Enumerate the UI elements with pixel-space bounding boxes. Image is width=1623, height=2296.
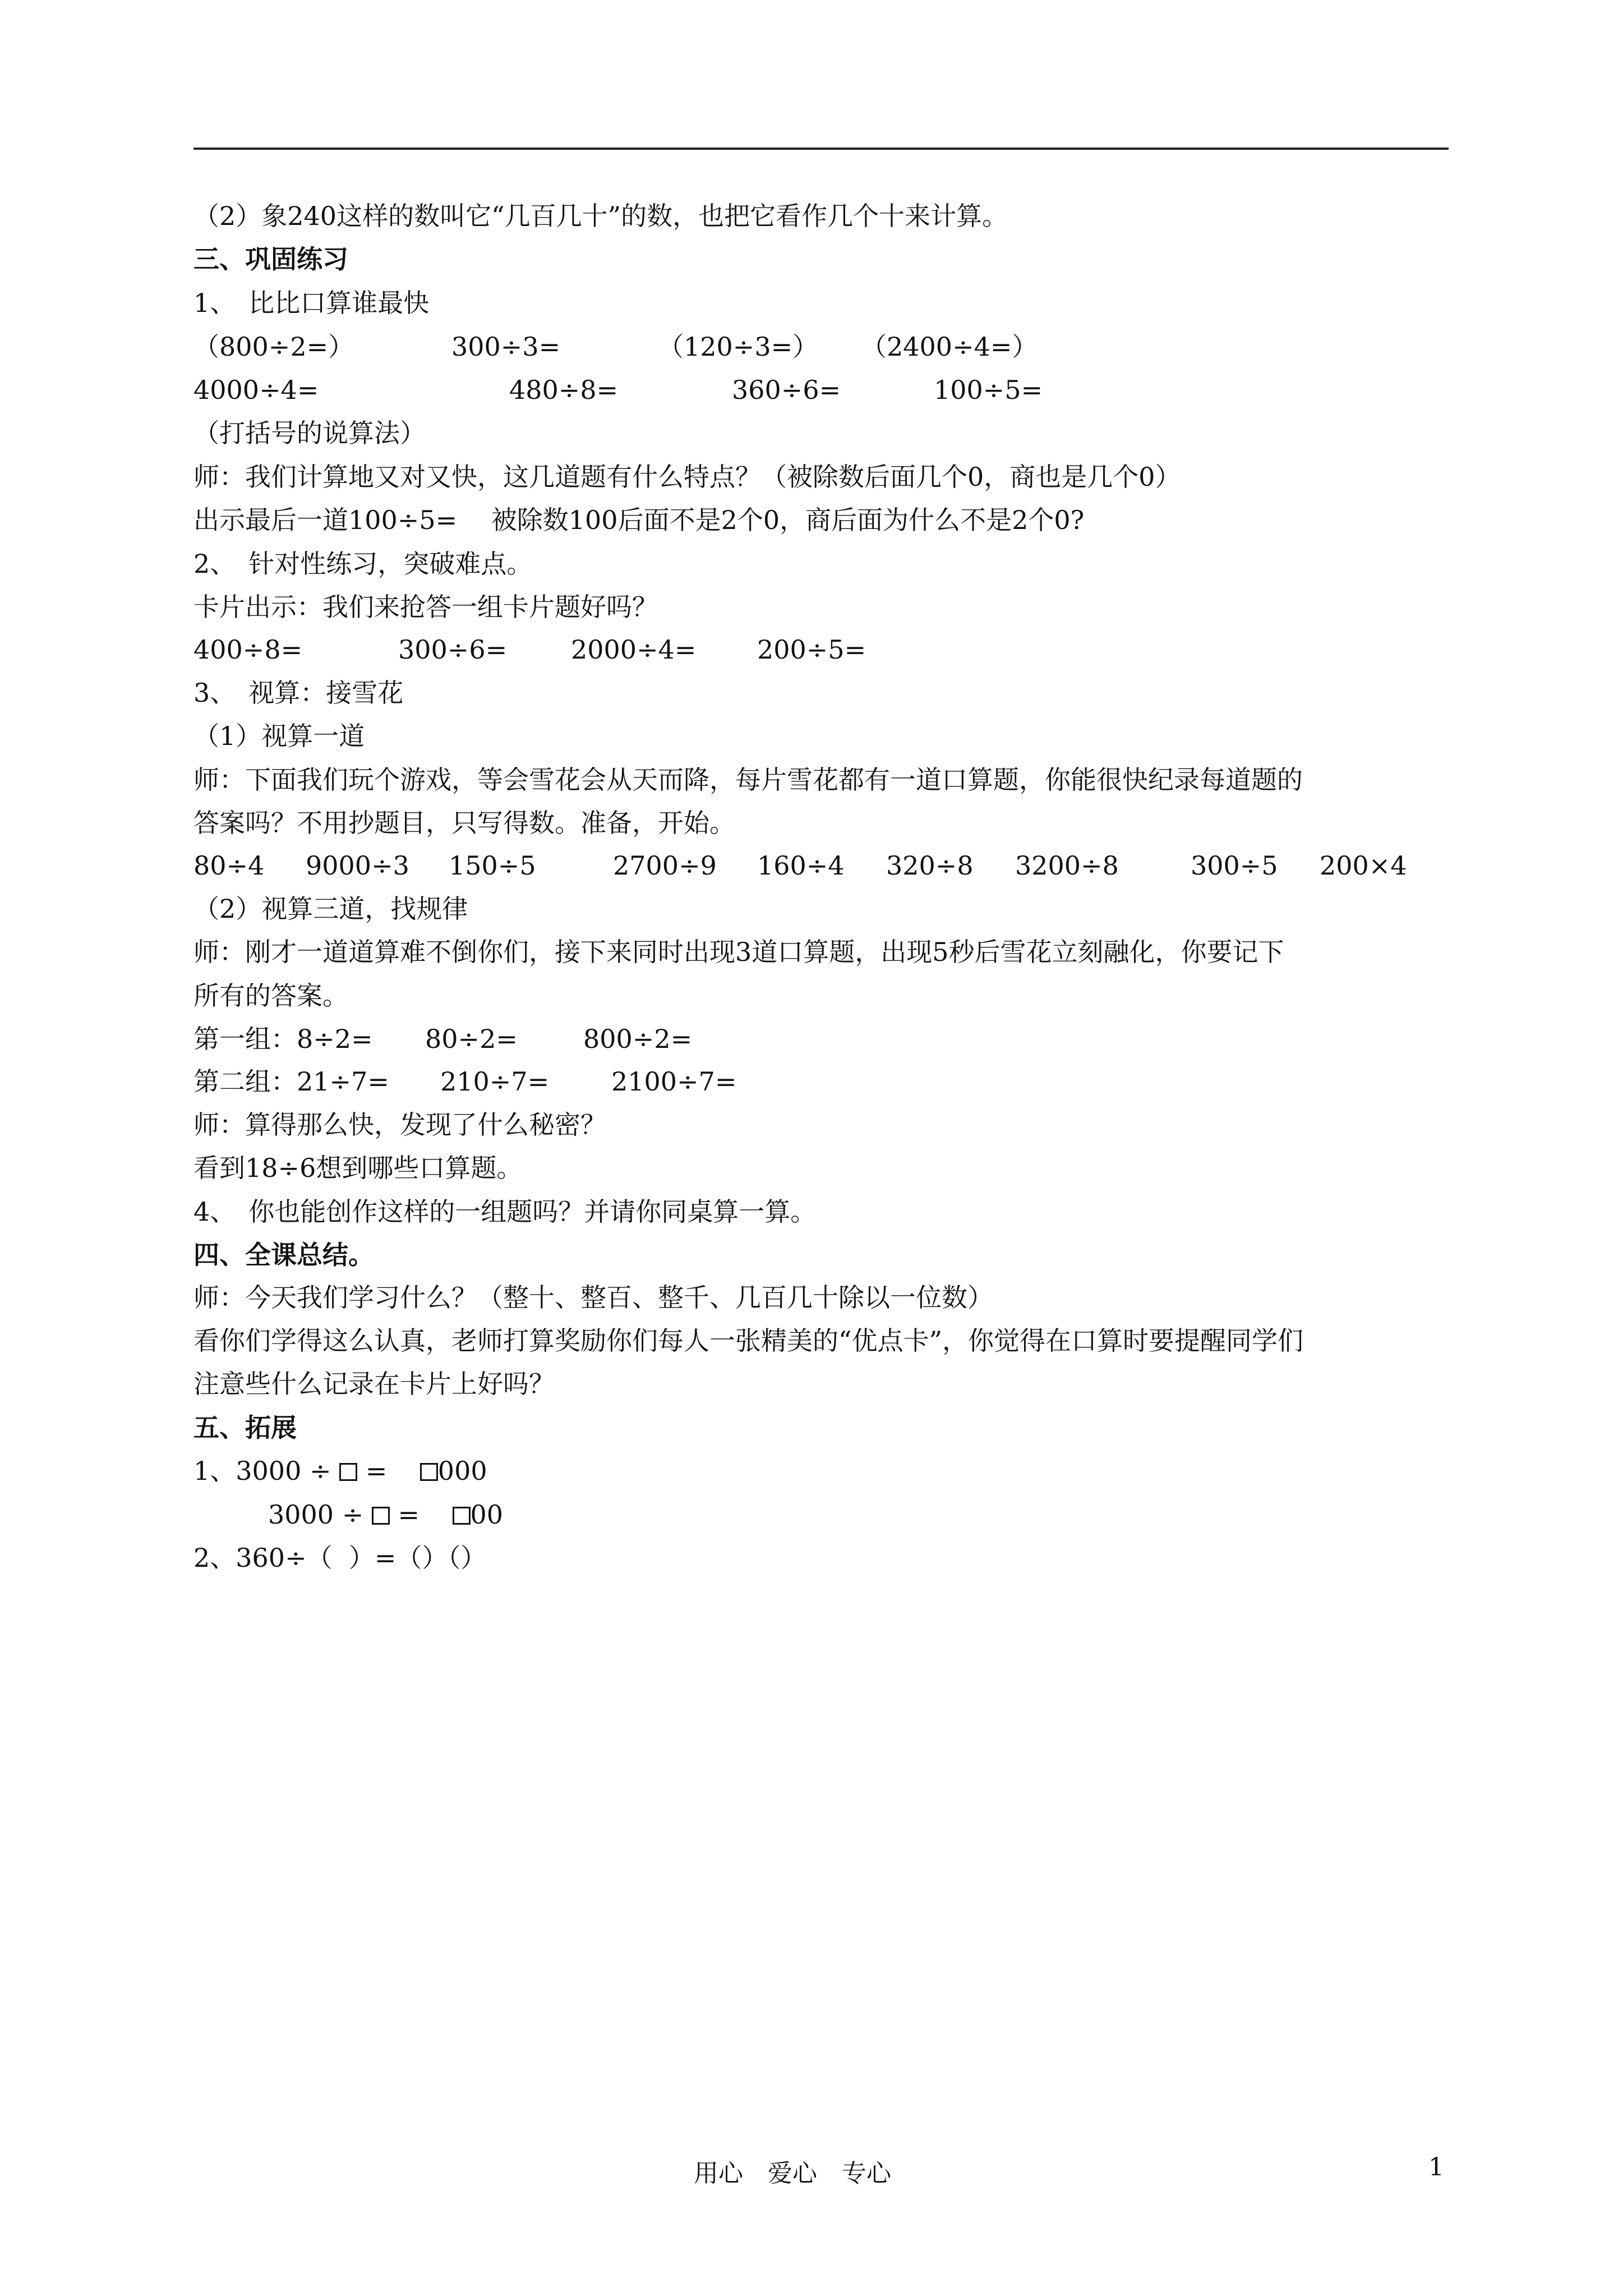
blank-box (339, 1463, 357, 1481)
equation: 2000÷4= (571, 634, 697, 665)
equation: 200×4 (1320, 850, 1407, 881)
equation: 80÷4 (193, 850, 265, 881)
paragraph: 出示最后一道100÷5= 被除数100后面不是2个0，商后面为什么不是2个0? (193, 505, 1085, 535)
equation: 80÷2= (425, 1024, 518, 1054)
exercise-heading: 2、 针对性练习，突破难点。 (193, 549, 533, 579)
equation: （120÷3=） (658, 332, 819, 362)
paragraph: 师：算得那么快，发现了什么秘密？ (193, 1110, 606, 1140)
equation: （800÷2=） (193, 332, 354, 362)
equation: 2、360÷（ ）=（）（） (193, 1543, 487, 1573)
equation-right: 000 (437, 1456, 487, 1486)
equation: 第一组：8÷2= (193, 1024, 373, 1054)
equals-sign: = (365, 1456, 388, 1486)
equation: 300÷6= (398, 634, 508, 665)
equation: 2700÷9 (613, 850, 717, 881)
paragraph: 看到18÷6想到哪些口算题。 (193, 1153, 523, 1183)
equation: 100÷5= (934, 375, 1043, 405)
equation: 210÷7= (440, 1066, 550, 1097)
equation: 480÷8= (509, 375, 619, 405)
blank-box (420, 1463, 438, 1481)
exercise-heading: 3、 视算：接雪花 (193, 678, 404, 708)
paragraph: 所有的答案。 (193, 981, 348, 1011)
paragraph: 看你们学得这么认真，老师打算奖励你们每人一张精美的“优点卡”，你觉得在口算时要提醒同学们 (193, 1326, 1304, 1356)
paragraph: 答案吗？不用抄题目，只写得数。准备，开始。 (193, 808, 735, 838)
equation-left: 1、3000 ÷ (193, 1456, 331, 1486)
paragraph: 师：我们计算地又对又快，这几道题有什么特点？（被除数后面几个0，商也是几个0） (193, 462, 1181, 492)
paragraph: 卡片出示：我们来抢答一组卡片题好吗？ (193, 592, 658, 622)
section-heading: 三、巩固练习 (193, 244, 348, 274)
equation: 360÷6= (732, 375, 841, 405)
equation: 4000÷4= (193, 375, 319, 405)
paragraph: （打括号的说算法） (193, 418, 426, 448)
header-rule (193, 148, 1449, 150)
paragraph: （2）象240这样的数叫它“几百几十”的数，也把它看作几个十来计算。 (193, 201, 1008, 231)
equation: 160÷4 (757, 850, 845, 881)
equation: 9000÷3 (306, 850, 409, 881)
blank-box (372, 1507, 390, 1525)
equation: 2100÷7= (611, 1066, 737, 1097)
section-heading: 四、全课总结。 (193, 1240, 374, 1270)
equation (193, 1454, 487, 1488)
equation: 3200÷8 (1015, 850, 1119, 881)
exercise-heading: 1、 比比口算谁最快 (193, 288, 430, 318)
paragraph: （2）视算三道，找规律 (193, 894, 468, 924)
blank-box (453, 1507, 471, 1525)
section-heading: 五、拓展 (193, 1412, 297, 1443)
equation: 400÷8= (193, 634, 303, 665)
equals-sign: = (398, 1499, 420, 1530)
page-number: 1 (1428, 2153, 1444, 2182)
equation: 320÷8 (886, 850, 974, 881)
equation (268, 1498, 503, 1531)
equation-left: 3000 ÷ (268, 1499, 364, 1530)
paragraph: （1）视算一道 (193, 721, 365, 751)
paragraph: 师：刚才一道道算难不倒你们，接下来同时出现3道口算题，出现5秒后雪花立刻融化，你要记下 (193, 937, 1284, 967)
equation: 200÷5= (757, 634, 866, 665)
equation: 300÷3= (451, 332, 561, 362)
paragraph: 师：下面我们玩个游戏，等会雪花会从天而降，每片雪花都有一道口算题，你能很快纪录每道题的 (193, 765, 1303, 795)
equation: 300÷5 (1191, 850, 1278, 881)
equation: 800÷2= (583, 1024, 693, 1054)
paragraph: 师：今天我们学习什么？（整十、整百、整千、几百几十除以一位数） (193, 1282, 993, 1313)
equation: （2400÷4=） (861, 332, 1038, 362)
equation: 150÷5 (449, 850, 536, 881)
exercise-heading: 4、 你也能创作这样的一组题吗？并请你同桌算一算。 (193, 1197, 817, 1227)
equation: 第二组：21÷7= (193, 1066, 389, 1097)
paragraph: 注意些什么记录在卡片上好吗？ (193, 1369, 555, 1399)
equation-right: 00 (470, 1499, 504, 1530)
page-footer: 用心 爱心 专心 (694, 2159, 891, 2188)
